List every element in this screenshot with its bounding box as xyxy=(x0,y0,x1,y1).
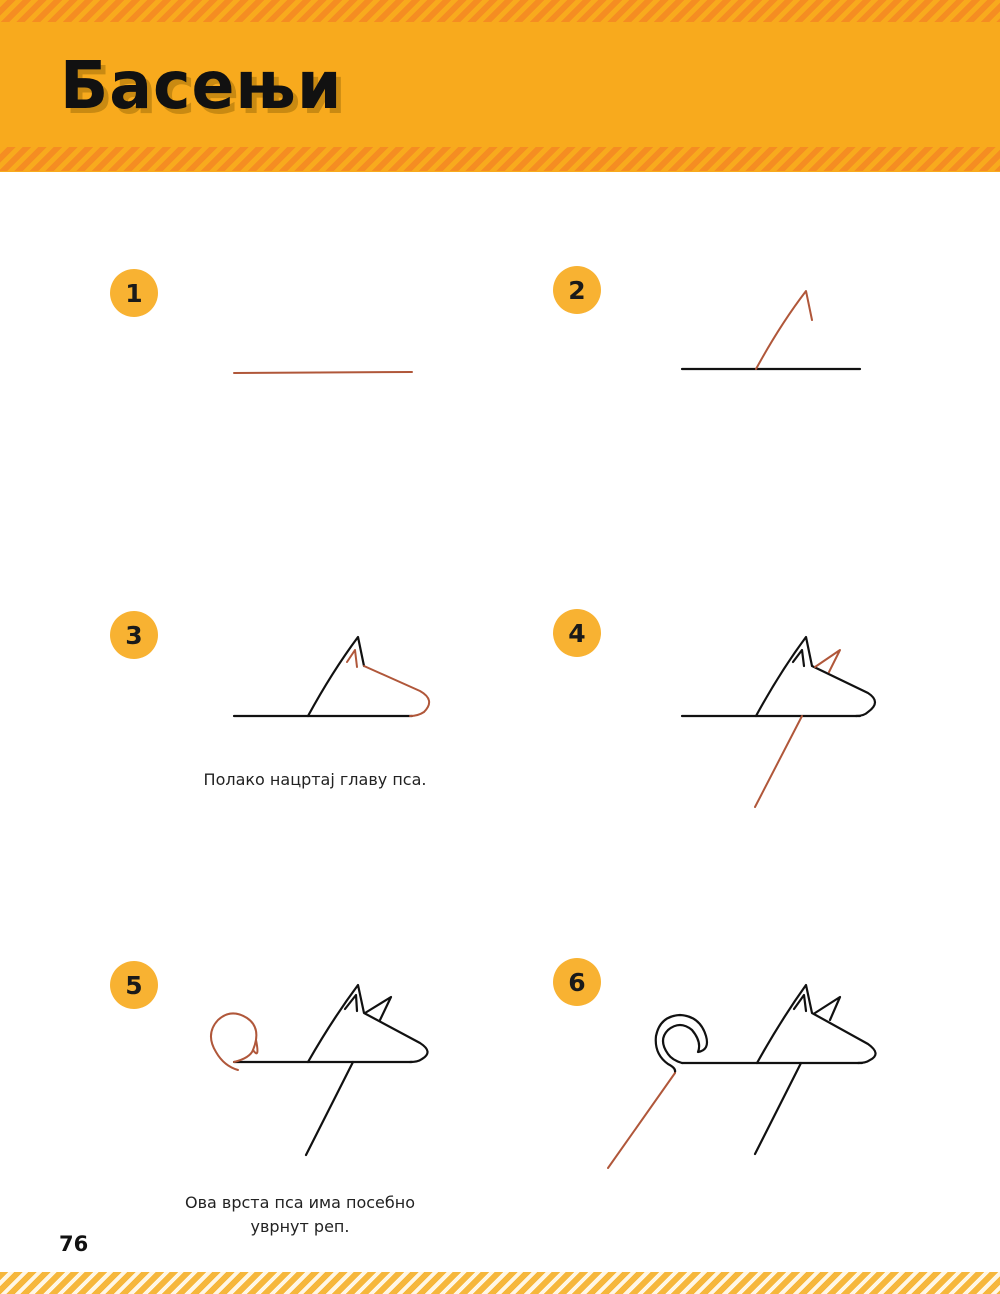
header-stripe-bottom xyxy=(0,147,1000,171)
page-number: 76 xyxy=(59,1232,89,1256)
page-header xyxy=(0,0,1000,172)
step-badge-4: 4 xyxy=(553,609,601,657)
step-6-drawing xyxy=(608,985,876,1168)
step-badge-5: 5 xyxy=(110,961,158,1009)
step-5-drawing xyxy=(211,985,428,1155)
footer-stripe xyxy=(0,1272,1000,1294)
step-badge-2: 2 xyxy=(553,266,601,314)
step-badge-1: 1 xyxy=(110,269,158,317)
step-badge-6: 6 xyxy=(553,958,601,1006)
step-5-caption-line-2: уврнут реп. xyxy=(250,1217,350,1236)
step-3-drawing xyxy=(234,637,429,716)
step-5-caption-line-1: Ова врста пса има посебно xyxy=(184,1193,416,1212)
step-2-drawing xyxy=(682,291,860,369)
header-stripe-top xyxy=(0,0,1000,22)
step-4-drawing xyxy=(682,637,875,807)
page-title: Басењи xyxy=(60,47,343,124)
step-3-caption: Полако нацртај главу пса. xyxy=(203,770,427,789)
step-badge-3: 3 xyxy=(110,611,158,659)
step-5-caption xyxy=(160,1191,440,1239)
step-1-drawing xyxy=(234,372,412,373)
